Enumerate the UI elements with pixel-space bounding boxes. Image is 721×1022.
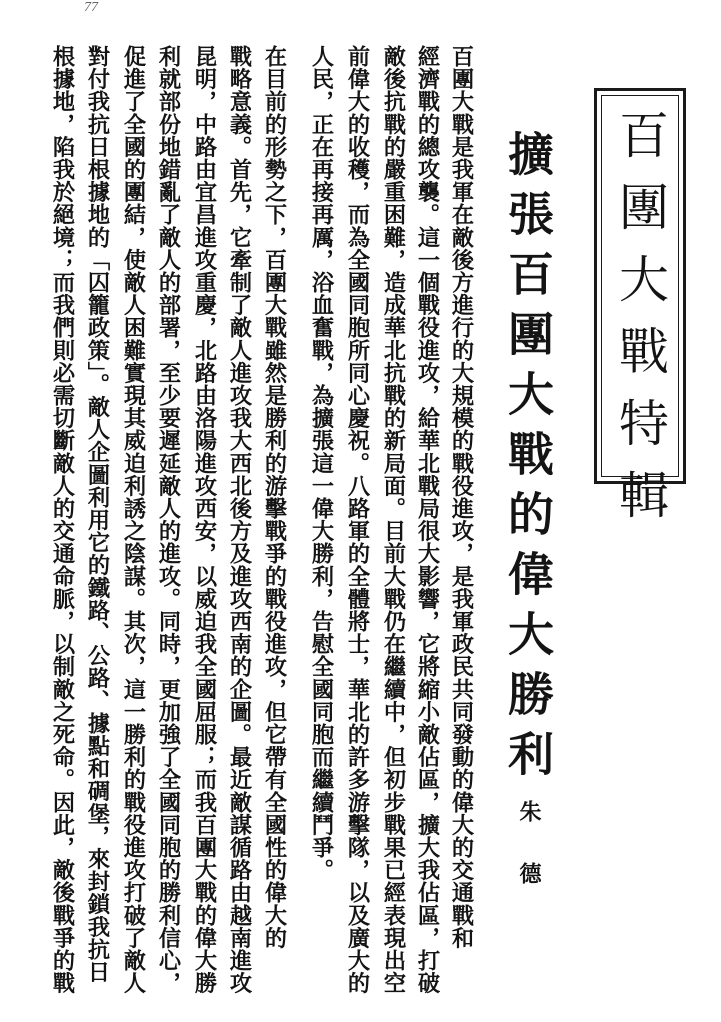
author-name: 朱德 [516,800,542,924]
body-column: 昆明，中路由宜昌進攻重慶，北路由洛陽進攻西安，以威迫我全國屈服；而我百團大戰的偉大勝 [191,45,217,995]
article-title: 擴張百團大戰的偉大勝利 [501,130,555,790]
body-column: 對付我抗日根據地的「囚籠政策」。敵人企圖利用它的鐵路、公路、據點和碉堡，來封鎖我抗日 [84,45,110,984]
body-column: 敵後抗戰的嚴重困難，造成華北抗戰的新局面。目前大戰仍在繼續中，但初步戰果已經表現出空 [380,45,406,995]
body-column: 根據地，陷我於絕境；而我們則必需切斷敵人的交通命脈，以制敵之死命。因此，敵後戰爭的戰 [49,45,75,995]
body-column: 戰略意義。首先，它牽制了敵人進攻我大西北後方及進攻西南的企圖。最近敵謀循路由越南進攻 [226,45,252,995]
page-number: 77 [84,0,98,15]
body-column: 人民，正在再接再厲，浴血奮戰，為擴張這一偉大勝利，告慰全國同胞而繼續鬥爭。 [308,45,334,882]
body-column: 百團大戰是我軍在敵後方進行的大規模的戰役進攻，是我軍政民共同發動的偉大的交通戰和 [448,45,474,949]
body-column: 促進了全國的團結，使敵人困難實現其威迫利誘之陰謀。其次，這一勝利的戰役進攻打破了敵人 [120,45,146,995]
body-column: 在目前的形勢之下，百團大戰雖然是勝利的游擊戰爭的戰役進攻，但它帶有全國性的偉大的 [261,45,287,949]
body-column: 前偉大的收穫，而為全國同胞所同心慶祝。八路軍的全體將士，華北的許多游擊隊，以及廣大的 [344,45,370,995]
body-column: 經濟戰的總攻襲。這一個戰役進攻，給華北戰局很大影響，它將縮小敵佔區，擴大我佔區，打破 [414,45,440,995]
body-column: 利就部份地錯亂了敵人的部署，至少要遲延敵人的進攻。同時，更加強了全國同胞的勝利信心， [155,45,181,995]
special-issue-box [594,88,686,541]
special-issue-title: 百團大戰特輯 [611,109,669,541]
